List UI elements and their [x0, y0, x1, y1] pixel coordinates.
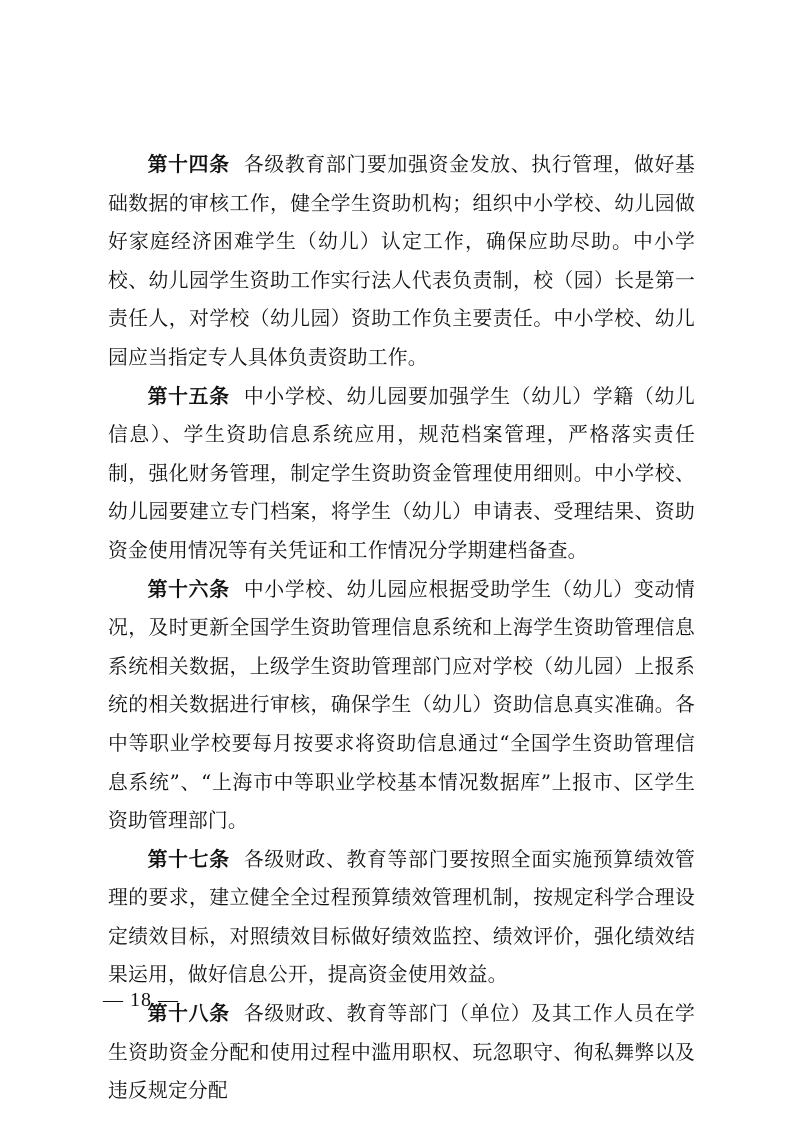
article-16 — [108, 571, 695, 841]
article-number: 第十七条 — [147, 847, 230, 871]
article-18 — [108, 995, 695, 1111]
article-15 — [108, 378, 695, 571]
article-text: 中小学校、幼儿园要加强学生（幼儿）学籍（幼儿信息）、学生资助信息系统应用，规范档案管理，严格落实责任制，强化财务管理，制定学生资助资金管理使用细则。中小学校、幼儿园要建立专门档案，将学生（幼儿）申请表、受理结果、资助资金使用情况等有关凭证和工作情况分学期建档备查。 — [108, 384, 695, 562]
article-text: 各级财政、教育等部门要按照全面实施预算绩效管理的要求，建立健全全过程预算绩效管理机制，按规定科学合理设定绩效目标，对照绩效目标做好绩效监控、绩效评价，强化绩效结果运用，做好信息公开，提高资金使用效益。 — [108, 847, 695, 987]
article-text: 各级教育部门要加强资金发放、执行管理，做好基础数据的审核工作，健全学生资助机构；组织中小学校、幼儿园做好家庭经济困难学生（幼儿）认定工作，确保应助尽助。中小学校、幼儿园学生资助工作实行法人代表负责制，校（园）长是第一责任人，对学校（幼儿园）资助工作负主要责任。中小学校、幼儿园应当指定专人具体负责资助工作。 — [108, 153, 695, 369]
article-number: 第十八条 — [147, 1002, 230, 1026]
article-text: 各级财政、教育等部门（单位）及其工作人员在学生资助资金分配和使用过程中滥用职权、玩忽职守、徇私舞弊以及违反规定分配 — [108, 1002, 695, 1103]
article-text: 中小学校、幼儿园应根据受助学生（幼儿）变动情况，及时更新全国学生资助管理信息系统和上海学生资助管理信息系统相关数据，上级学生资助管理部门应对学校（幼儿园）上报系统的相关数据进行审核，确保学生（幼儿）资助信息真实准确。各中等职业学校要每月按要求将资助信息通过“全国学生资助管理信息系统”、“上海市中等职业学校基本情况数据库”上报市、区学生资助管理部门。 — [108, 577, 695, 833]
article-number: 第十五条 — [147, 384, 230, 408]
article-14 — [108, 146, 695, 378]
article-17 — [108, 841, 695, 995]
article-number: 第十六条 — [147, 577, 230, 601]
page-number: — 18 — — [103, 989, 179, 1011]
document-body — [108, 146, 695, 1111]
article-number: 第十四条 — [147, 153, 230, 176]
